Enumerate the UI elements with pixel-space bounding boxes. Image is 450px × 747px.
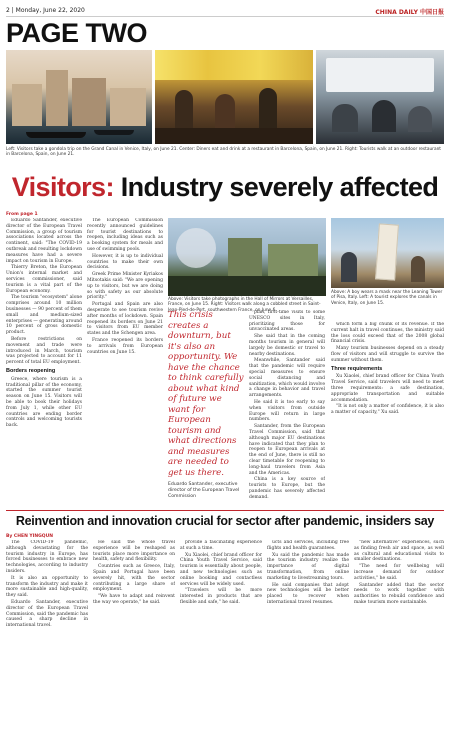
second-article-column-2: [93, 540, 175, 743]
paragraph: It is also an opportunity to transform the industry and make it more sustainable and high-quality, they said.: [6, 575, 88, 599]
paragraph: Thierry Breton, the European Union's internal market and services commissioner, said tourism is a vital part of the European economy.: [6, 265, 82, 294]
photo-outdoor-restaurant: [316, 50, 444, 144]
byline: From page 1: [6, 212, 38, 217]
photo-caption-tower: Above: A boy wears a mask near the Leaning Tower of Pisa, Italy. Left: A tourist explores the canals in Venice, Italy, on June 15.: [331, 290, 443, 306]
article-column-4: [249, 310, 325, 506]
second-article-column-3: [180, 540, 262, 743]
photo-venice-gondola: [6, 50, 152, 144]
paragraph: Xu said the pandemic has made the tourism industry realize the importance of digital transformation, from online marketing to livestreaming tours.: [267, 552, 349, 581]
pull-quote: [168, 310, 244, 506]
paragraph: France reopened its borders to arrivals from European countries on June 15.: [87, 337, 163, 355]
paragraph: Greek Prime Minister Kyriakos Mitsotakis said: "We are opening up to visitors, but we are doing so with safety as our absolute priority.": [87, 272, 163, 301]
article-column-5: [331, 322, 444, 506]
subhead-borders: Borders reopening: [6, 367, 56, 374]
pull-quote-text: This crisis creates a downturn, but it's also an opportunity. We have the chance to think carefully about what kind of future we want for European tourism and what directions and measures are needed to get us there.: [168, 310, 244, 478]
paragraph: "The need for wellbeing will increase demand for outdoor activities," he said.: [354, 564, 444, 581]
paragraph: He said it is too early to say when visitors from outside Europe will return in large numbers.: [249, 399, 325, 423]
paragraph: He said the whole travel experience will be reshaped as tourists place more importance on health, safety and flexibility.: [93, 540, 175, 563]
paper-name: CHINA DAILY 中国日报: [375, 9, 444, 16]
paragraph: provide a fascinating experience at such a time.: [180, 540, 262, 551]
paragraph: ucts and services, including free flights and health guarantees.: [267, 540, 349, 551]
headline-rest: Industry severely affected: [113, 172, 439, 202]
headline-lead: Visitors:: [11, 172, 114, 202]
paragraph: "It is not only a matter of confidence, it is also a matter of capacity," Xu said.: [331, 404, 444, 416]
main-headline: [6, 172, 444, 203]
second-headline: Reinvention and innovation crucial for sector after pandemic, insiders say: [15, 514, 435, 528]
paragraph: "We have to adapt and reinvent the way we operate," he said.: [93, 594, 175, 605]
article-column-2: [87, 218, 163, 508]
section-divider: [6, 510, 444, 511]
paragraph: She said that in the coming months tourism in general will largely be domestic or travel to nearby destinations.: [249, 334, 325, 357]
paragraph: Santander added that the sector needs to work together with authorities to rebuild confidence and make tourism more sustainable.: [354, 582, 444, 605]
pull-quote-attribution: Eduardo Santander, executive director of the European Travel Commission: [168, 482, 240, 499]
second-article-column-1: [6, 540, 88, 743]
second-byline: By CHEN YINGQUN: [6, 534, 54, 539]
paragraph: China is a key source of tourists to Europe, but the pandemic has severely affected demand.: [249, 477, 325, 500]
photo-caption-map: Above: Visitors take photographs in the Hall of Mirrors at Versailles, France, on June 15. Right: Visitors walk along a cobbled street in Saint-Jean-Pied-de-Port, southwestern France, on June 6.: [168, 297, 321, 313]
paragraph: Countries such as Greece, Italy, Spain and Portugal have been severely hit, with the sector contributing a large share of employment.: [93, 564, 175, 593]
paragraph: However, it is up to individual countries to make their own decisions.: [87, 253, 163, 271]
paragraph: which form a big chunk of its revenue. If the current halt in travel continues, the ministry said the loss could exceed that of the 2008 global financial crisis.: [331, 322, 444, 345]
paragraph: Eduardo Santander, executive director of the European Travel Commission, said the pandemic has caused a sharp decline in international travel.: [6, 599, 88, 629]
photo-restaurant-diners: [155, 50, 313, 144]
article-column-1: [6, 218, 82, 508]
paragraph: "new alternative" experiences, such as finding fresh air and space, as well as cultural and educational visits to smaller destinations.: [354, 540, 444, 563]
paragraph: "Travelers will be more interested in products that are flexible and safe," he said.: [180, 588, 262, 605]
paragraph: plan, first-time visits to some UNESCO sites in Italy, prioritizing those for unvaccinated areas.: [249, 310, 325, 333]
paragraph: The COVID-19 pandemic, although devastating for the tourism industry in Europe, has forced businesses to embrace new technologies, according to industry insiders.: [6, 540, 88, 574]
paragraph: The tourism "ecosystem" alone comprises around 10 million businesses — 90 percent of them small and medium-sized enterprises — generating around 10 percent of gross domestic product.: [6, 295, 82, 336]
paragraph: Greece, where tourism is a traditional pillar of the economy, started the summer tourist season on June 15. Visitors will be able to book their holidays from July 1, while other EU countries are ending border controls and welcoming tourists back.: [6, 376, 82, 429]
section-title: PAGE TWO: [6, 18, 147, 48]
page-header: [6, 6, 444, 17]
paragraph: Many tourism businesses depend on a steady flow of visitors and will struggle to survive the summer without them.: [331, 346, 444, 363]
paragraph: Portugal and Spain are also desperate to see tourism revive after months of lockdown. Spain reopened its borders on June 21 to visitors from EU member states and the Schengen area.: [87, 302, 163, 337]
photo-caption-top: Left: Visitors take a gondola trip on the Grand Canal in Venice, Italy, on June 21. Center: Diners eat and drink at a restaurant in Barcelona, Spain, on June 21. Right: Tourists walk at an outdoor restaurant in Barcelona, Spain, on June 21.: [6, 147, 441, 158]
paragraph: Xu Xiaolei, chief brand officer for China Youth Travel Service, said travelers will need to meet three requirements: a safe destination, appropriate transportation and suitable accommodation.: [331, 374, 444, 403]
paragraph: Before restrictions on movement and trade were introduced in March, tourism was projected to account for 11 percent of total EU employment.: [6, 336, 82, 366]
page-info: 2 | Monday, June 22, 2020: [6, 7, 85, 14]
photo-hall-of-mirrors: [168, 218, 326, 296]
paragraph: Santander, from the European Travel Commission, said that although major EU destinations have indicated that they plan to reopen to European arrivals at the end of June, there is still no clear timetable for reopening to long-haul travelers from Asia and the Americas.: [249, 424, 325, 476]
subhead-three-requirements: Three requirements: [331, 365, 383, 372]
paragraph: The European Commission recently announced guidelines for tourist destinations to reopen, including ideas such as a booking system for meals and use of swimming pools.: [87, 218, 163, 252]
paragraph: Xu Xiaolei, chief brand officer for China Youth Travel Service, said tourism is essentially about people, and new technologies such as online booking and contactless services will be widely used.: [180, 552, 262, 587]
paragraph: Eduardo Santander, executive director of the European Travel Commission, a group of tourism associations located across the continent, said: "The COVID-19 outbreak and resulting lockdown measures have had a severe impact on tourism in Europe.: [6, 218, 82, 264]
second-article-column-4: [267, 540, 349, 743]
second-article-column-5: [354, 540, 444, 743]
photo-leaning-tower: [331, 218, 444, 288]
paragraph: He said companies that adopt new technologies will be better placed to recover when international travel resumes.: [267, 582, 349, 605]
paragraph: Meanwhile, Santander said that the pandemic will require special measures to ensure social distancing and sanitization, which would involve a change in behavior and travel arrangements.: [249, 358, 325, 399]
